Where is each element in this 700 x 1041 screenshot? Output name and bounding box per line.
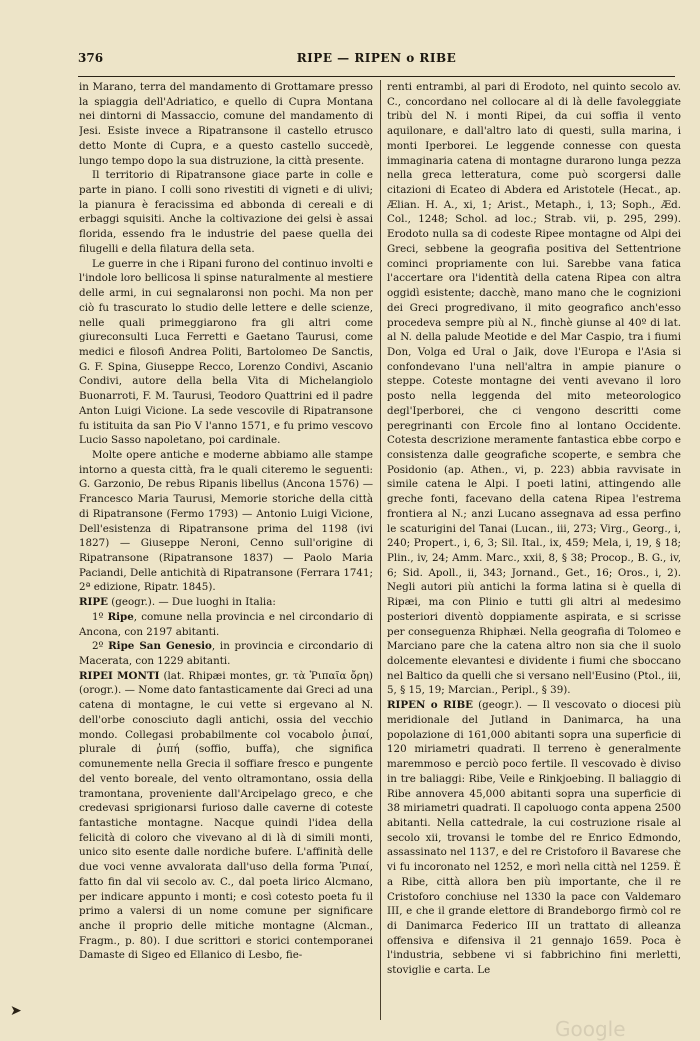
header-rule xyxy=(78,76,675,77)
sub-entry-number: 1º xyxy=(92,610,104,623)
sub-entry-number: 2º xyxy=(92,640,104,653)
sub-entry xyxy=(79,639,373,668)
entry-headword: RIPE xyxy=(79,596,108,609)
paragraph-text: Le guerre in che i Ripani furono del continuo involti e l'indole loro bellicosa li spinse naturalmente al mestiere delle armi, in cui segnalaronsi non pochi. Ma non per ciò fu trascurato lo studio delle lettere e delle scienze, nelle quali primeggiarono fra gli altri come giureconsulti Luca Ferretti e Gaetano Taurusi, come medici e filosofi Andrea Politi, Bartolomeo De Sanctis, G. F. Spina, Giuseppe Recco, Lorenzo Condivi, Ascanio Condivi, autore della bella Vita di Michelangiolo Buonarroti, F. M. Taurusi, Teodoro Quattrini ed il padre Anton Luigi Vicione. La sede vescovile di Ripatransone fu istituita da san Pio V l'anno 1571, e fu primo vescovo Lucio Sasso napoletano, poi cardinale. xyxy=(79,257,373,447)
entry-text: (geogr.). — Due luoghi in Italia: xyxy=(107,596,276,609)
paragraph-text: Il territorio di Ripatransone giace parte in colle e parte in piano. I colli sono rivestiti di vigneti e di ulivi; la pianura è feracissima ed abbonda di cereali e di erbaggi squisiti. Anche la coltivazione dei gelsi è assai florida, essendo fra le industrie del paese quella dei filugelli e della filatura della seta. xyxy=(79,169,373,255)
sub-entry xyxy=(79,610,373,639)
paragraph-text: renti entrambi, al pari di Erodoto, nel quinto secolo av. C., concordano nel collocare al di là delle favoleggiate tribù del N. i monti Ripei, da cui soffia il vento aquilonare, e dall'altro lato di questi, sulla marina, i monti Iperborei. Le leggende connesse con questa immaginaria catena di montagne durarono lunga pezza nella greca letteratura, come può scorgersi dalle citazioni di Ecateo di Abdera ed Aristotele (Hecat., ap. Ælian. H. A., xi, 1; Arist., Metaph., i, 13; Soph., Æd. Col., 1248; Schol. ad loc.; Strab. vii, p. 295, 299). Erodoto nulla sa di codeste Ripee montagne od Alpi dei Greci, sebbene la geografia positiva del Settentrione cominci propriamente con lui. Sarebbe vana fatica l'accertare ora l'identità della catena Ripea con altra oggidì esistente; dacchè, mano mano che le cognizioni dei Greci progredivano, il mito geografico anch'esso procedeva sempre più al N., finchè giunse al 40º di lat. al N. della palude Meotide e del Mar Caspio, tra i fiumi Don, Volga ed Ural o Jaik, dove l'Europa e l'Asia si confondevano l'una nell'altra in ampie pianure o steppe. Coteste montagne dei venti avevano il loro posto nella leggenda del mito meteorologico degl'Iperborei, che ci vengono descritti come peregrinanti con Ercole fino al lontano Occidente. Cotesta descrizione meramente fantastica ebbe corpo e consistenza dalle geografiche scoperte, e sembra che Posidonio (ap. Athen., vi, p. 223) abbia ravvisate in simile catena le Alpi. I poeti latini, attingendo alle greche fonti, facevano della catena Ripea l'estrema frontiera al N.; anzi Lucano assegnava ad essa perfino le scaturigini del Tanai (Lucan., iii, 273; Virg., Georg., i, 240; Propert., i, 6, 3; Sil. Ital., ix, 459; Mela, i, 19, § 18; Plin., iv, 24; Amm. Marc., xxii, 8, § 38; Procop., B. G., iv, 6; Sid. Apoll., ii, 343; Jornand., Get., 16; Oros., i, 2). Negli autori più antichi la forma latina si è quella di Ripæi, ma con Plinio e tutti gli altri al medesimo posteriori diventò doppiamente aspirata, e si scrisse per conseguenza Rhiphæi. Nella geografia di Tolomeo e Marciano pare che la catena altro non sia che il suolo dolcemente elevantesi e dividente i fiumi che sboccano nel Baltico da quelli che si versano nell'Eusino (Ptol., iii, 5, § 15, 19; Marcian., Peripl., § 39). xyxy=(387,81,681,697)
margin-arrow-icon: ➤ xyxy=(10,1003,22,1019)
paragraph xyxy=(79,80,373,168)
entry-text: (lat. Rhipæi montes, gr. τὰ Ῥιπαῖα ὄρη) (orogr.). — Nome dato fantasticamente dai Greci ad una catena di montagne, le cui vette si ergevano al N. dell'orbe conosciuto dagli antichi, ossia del vecchio mondo. Collegasi probabilmente col vocabolo ῥιπαί, plurale di ῥιπή (soffio, buffa), che significa comunemente nella Grecia il soffiare fresco e pungente del vento boreale, del vento oltramontano, ossia della tramontana, proveniente dall'Arcipelago greco, e che credevasi sprigionarsi furioso dalle caverne di coteste fantastiche montagne. Nacque quindi l'idea della felicità di coloro che vivevano al di là di simili monti, unico sito esente dalle nordiche bufere. L'affinità delle due voci venne avvalorata dall'uso della forma Ῥιπαί, fatto fin dal vii secolo av. C., dal poeta lirico Alcmano, per indicare appunto i monti; e così cotesto poeta fu il primo a valersi di un nome comune per significare anche il proprio delle mitiche montagne (Alcman., Fragm., p. 80). I due scrittori e storici contemporanei Damaste di Sigeo ed Ellanico di Lesbo, fie- xyxy=(79,669,373,962)
paragraph xyxy=(79,257,373,448)
entry-ripei-monti xyxy=(79,669,373,963)
sub-entry-text: , in provincia e circondario di Macerata, con 1229 abitanti. xyxy=(79,640,373,668)
page-number: 376 xyxy=(78,51,104,65)
paragraph xyxy=(79,168,373,256)
column-divider xyxy=(380,80,381,1020)
page-header xyxy=(78,51,675,71)
entry-headword: RIPEI MONTI xyxy=(79,669,160,682)
entry-ripe xyxy=(79,595,373,610)
sub-entry-headword: Ripe xyxy=(107,610,134,623)
sub-entry-headword: Ripe San Genesio xyxy=(108,640,212,653)
paragraph xyxy=(387,80,681,698)
right-column xyxy=(387,80,681,1022)
entry-ripen-ribe xyxy=(387,698,681,978)
paragraph xyxy=(79,448,373,595)
paragraph-text: Molte opere antiche e moderne abbiamo alle stampe intorno a questa città, fra le quali citeremo le seguenti: G. Garzonio, De rebus Ripanis libellus (Ancona 1576) — Francesco Maria Taurusi, Memorie storiche della città di Ripatransone (Fermo 1793) — Antonio Luigi Vicione, Dell'esistenza di Ripatransone prima del 1198 (ivi 1827) — Giuseppe Neroni, Cenno sull'origine di Ripatransone (Ripatransone 1837) — Paolo Maria Paciandi, Delle antichità di Ripatransone (Ferrara 1741; 2ª edizione, Ripatr. 1845). xyxy=(79,448,373,594)
sub-entry-text: , comune nella provincia e nel circondario di Ancona, con 2197 abitanti. xyxy=(79,610,373,638)
left-column xyxy=(79,80,373,1022)
running-head: RIPE — RIPEN o RIBE xyxy=(296,51,457,65)
entry-headword: RIPEN o RIBE xyxy=(387,699,474,712)
watermark: Google xyxy=(555,1017,626,1041)
entry-text: (geogr.). — Il vescovato o diocesi più meridionale del Jutland in Danimarca, ha una popolazione di 161,000 abitanti sopra una superficie di 120 miriametri quadrati. Il terreno è generalmente maremmoso e perciò poco fertile. Il vescovado è diviso in tre baliaggi: Ribe, Veile e Rinkjoebing. Il baliaggio di Ribe annovera 45,000 abitanti sopra una superficie di 38 miriametri quadrati. Il capoluogo conta appena 2500 abitanti. Nella cattedrale, la cui costruzione risale al secolo xii, trovansi le tombe del re Enrico Edmondo, assassinato nel 1137, e del re Cristoforo il Bavarese che vi fu incoronato nel 1252, e morì nella città nel 1259. È a Ribe, città allora ben più importante, che il re Cristoforo conchiuse nel 1330 la pace con Valdemaro III, e che il grande elettore di Brandeborgo firmò col re di Danimarca Federico III un trattato di alleanza offensiva e difensiva il 21 gennajo 1659. Poca è l'industria, sebbene vi si fabbrichino fini merletti, stoviglie e carta. Le xyxy=(387,699,681,977)
paragraph-text: in Marano, terra del mandamento di Grottamare presso la spiaggia dell'Adriatico, e quello di Cupra Montana nei dintorni di Massaccio, comune del mandamento di Jesi. Esiste invece a Ripatransone il castello etrusco detto Monte di Cupra, e a questo castello succedè, lungo tempo dopo la sua distruzione, la città presente. xyxy=(79,81,373,167)
